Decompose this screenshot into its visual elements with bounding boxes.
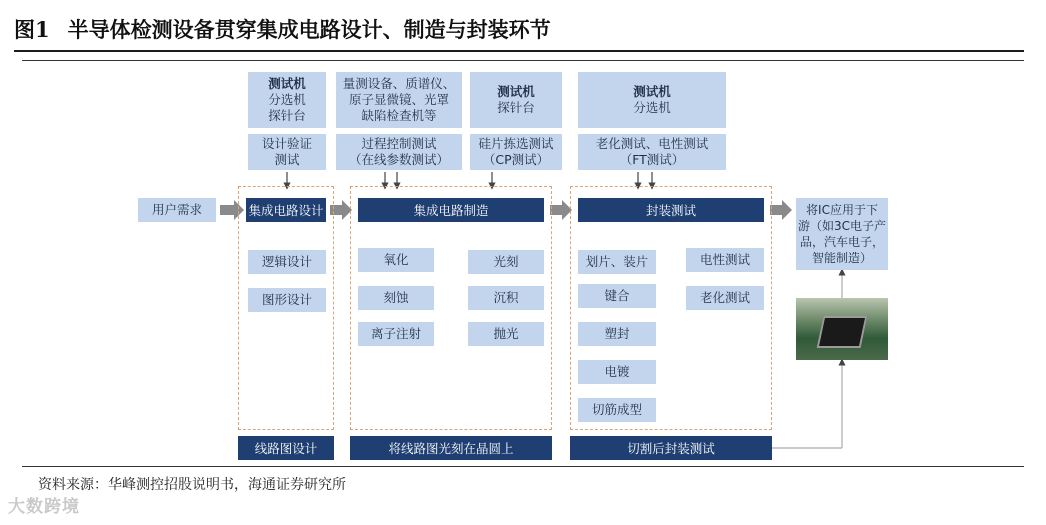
figure-number: 图1 bbox=[14, 17, 50, 42]
mfg-item bbox=[358, 286, 434, 310]
pkg-item-label: 电镀 bbox=[604, 364, 630, 379]
figure-title: 半导体检测设备贯穿集成电路设计、制造与封装环节 bbox=[67, 17, 551, 42]
equipment-box-ft bbox=[578, 72, 726, 128]
equipment-line: 探针台 bbox=[497, 100, 535, 115]
equipment-line: 分选机 bbox=[268, 92, 306, 107]
design-item bbox=[248, 250, 326, 274]
pkg-item bbox=[578, 284, 656, 308]
test-line: （FT测试） bbox=[619, 152, 685, 167]
equipment-box-process bbox=[336, 72, 462, 128]
chip-icon bbox=[817, 316, 868, 348]
stage-manufacturing-label: 集成电路制造 bbox=[413, 203, 489, 218]
equipment-line: 量测设备、质谱仪、 bbox=[342, 76, 456, 91]
test-line: （CP测试） bbox=[482, 152, 550, 167]
mfg-item-label: 氧化 bbox=[383, 252, 409, 267]
mfg-item-label: 刻蚀 bbox=[383, 290, 409, 305]
application-box bbox=[796, 198, 888, 270]
mfg-item-label: 光刻 bbox=[493, 254, 519, 269]
pkg-item bbox=[686, 248, 764, 272]
arrow-right-4 bbox=[770, 200, 792, 220]
application-line: 游（如3C电子产 bbox=[797, 219, 886, 233]
stage-design-label: 集成电路设计 bbox=[248, 203, 324, 218]
stage-packaging-header bbox=[578, 198, 764, 222]
test-box-design-verification bbox=[248, 134, 326, 170]
stage-design-header bbox=[246, 198, 326, 222]
test-line: 设计验证 bbox=[261, 136, 312, 151]
bottom-manufacturing-label: 将线路图光刻在晶圆上 bbox=[388, 441, 514, 456]
mfg-item bbox=[358, 322, 434, 346]
arrow-right-3 bbox=[550, 200, 572, 220]
test-box-cp bbox=[470, 134, 562, 170]
pkg-item-label: 老化测试 bbox=[699, 290, 750, 305]
test-line: （在线参数测试） bbox=[348, 152, 449, 167]
test-box-ft bbox=[578, 134, 726, 170]
pkg-item-label: 键合 bbox=[604, 288, 630, 303]
design-item-label: 逻辑设计 bbox=[261, 254, 312, 269]
source-note: 资料来源：华峰测控招股说明书，海通证券研究所 bbox=[38, 477, 346, 493]
test-line: 过程控制测试 bbox=[361, 136, 437, 151]
pkg-item bbox=[578, 250, 656, 274]
bottom-packaging-box bbox=[570, 436, 772, 460]
user-demand-box bbox=[138, 198, 216, 222]
pkg-item-label: 切筋成型 bbox=[591, 402, 642, 417]
user-demand-label: 用户需求 bbox=[151, 202, 202, 217]
bottom-divider bbox=[22, 466, 1024, 467]
design-item-label: 图形设计 bbox=[261, 292, 312, 307]
pkg-item-label: 电性测试 bbox=[699, 252, 750, 267]
pkg-item bbox=[578, 322, 656, 346]
test-line: 硅片拣选测试 bbox=[478, 136, 554, 151]
mfg-item bbox=[468, 286, 544, 310]
equipment-line: 探针台 bbox=[268, 108, 306, 123]
bottom-manufacturing-box bbox=[350, 436, 552, 460]
equipment-box-cp bbox=[470, 72, 562, 128]
mfg-item-label: 抛光 bbox=[493, 326, 519, 341]
pkg-item bbox=[686, 286, 764, 310]
application-line: 智能制造） bbox=[811, 251, 872, 265]
mfg-item-label: 离子注射 bbox=[370, 326, 421, 341]
pkg-item-label: 塑封 bbox=[604, 326, 630, 341]
chip-photo bbox=[796, 298, 888, 360]
mfg-item bbox=[468, 250, 544, 274]
design-item bbox=[248, 288, 326, 312]
equipment-line: 原子显微镜、光罩 bbox=[348, 92, 449, 107]
pkg-item bbox=[578, 398, 656, 422]
equipment-line: 缺陷检查机等 bbox=[361, 108, 437, 123]
watermark bbox=[8, 492, 80, 517]
watermark-text: 大数跨境 bbox=[8, 497, 80, 517]
equipment-line: 分选机 bbox=[633, 100, 671, 115]
equipment-label: 测试机 bbox=[268, 76, 306, 91]
bottom-design-label: 线路图设计 bbox=[254, 441, 318, 456]
pkg-item-label: 划片、装片 bbox=[585, 254, 649, 269]
equipment-label: 测试机 bbox=[633, 84, 671, 99]
test-box-process-control bbox=[336, 134, 462, 170]
test-line: 测试 bbox=[274, 152, 300, 167]
test-line: 老化测试、电性测试 bbox=[595, 136, 709, 151]
application-line: 品，汽车电子， bbox=[799, 235, 884, 249]
application-line: 将IC应用于下 bbox=[806, 203, 878, 217]
mfg-item bbox=[358, 248, 434, 272]
bottom-design-box bbox=[238, 436, 334, 460]
mfg-item bbox=[468, 322, 544, 346]
mfg-item-label: 沉积 bbox=[493, 290, 519, 305]
bottom-packaging-label: 切割后封装测试 bbox=[627, 441, 715, 456]
equipment-label: 测试机 bbox=[497, 84, 535, 99]
pkg-item bbox=[578, 360, 656, 384]
stage-packaging-label: 封装测试 bbox=[645, 203, 696, 218]
equipment-box-design bbox=[248, 72, 326, 128]
stage-manufacturing-header bbox=[358, 198, 544, 222]
